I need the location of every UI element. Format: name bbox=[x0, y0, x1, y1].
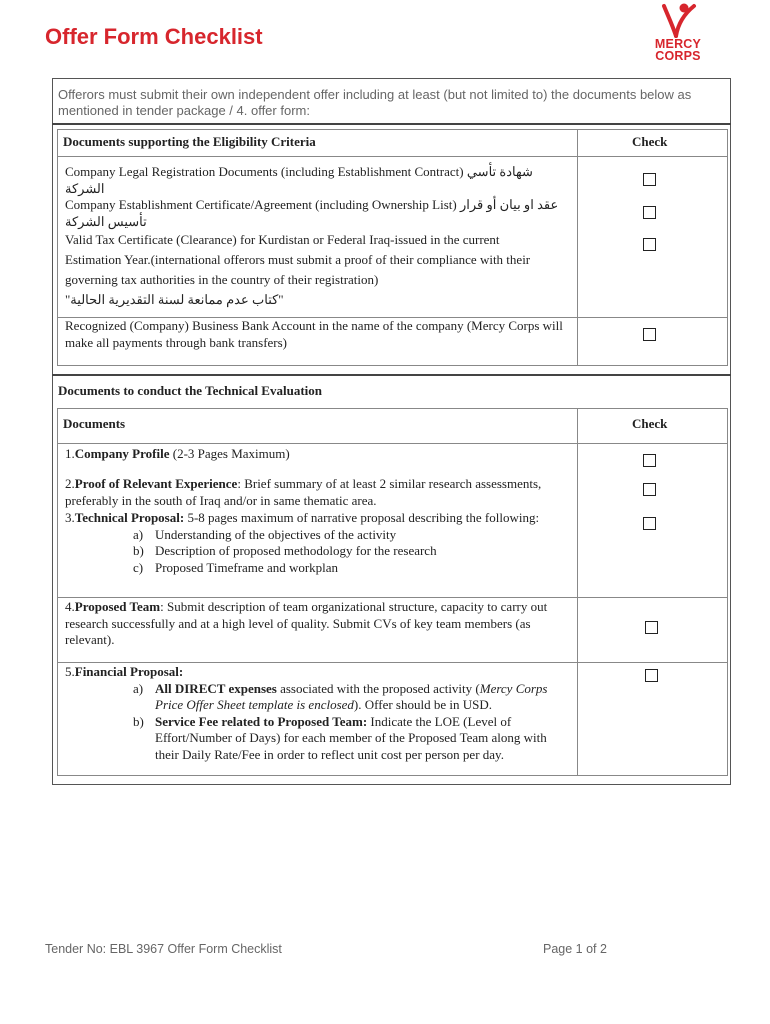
checkbox-financial-proposal[interactable] bbox=[645, 669, 658, 682]
eligibility-check-header: Check bbox=[632, 134, 668, 149]
checkbox-tax-certificate[interactable] bbox=[643, 238, 656, 251]
technical-item-technical-proposal: 3.Technical Proposal: 5-8 pages maximum of narrative proposal describing the following: a) Understanding of the objectives of the activity b) Description of proposed methodology for the research c) Proposed Timeframe and workplan bbox=[65, 510, 577, 576]
checkbox-company-profile[interactable] bbox=[643, 454, 656, 467]
checkbox-establishment-certificate[interactable] bbox=[643, 206, 656, 219]
checkbox-proposed-team[interactable] bbox=[645, 621, 658, 634]
financial-sub-item: a) All DIRECT expenses associated with the proposed activity (Mercy Corps Price Offer Sheet template is enclosed). Offer should be in USD. bbox=[133, 680, 548, 712]
intro-text: Offerors must submit their own independent offer including at least (but not limited to) the documents below as mentioned in tender package / 4. offer form: bbox=[58, 87, 692, 118]
eligibility-item-legal-registration: Company Legal Registration Documents (including Establishment Contract) شهادة تأسي الشركة bbox=[65, 164, 533, 196]
technical-item-financial-proposal: 5.Financial Proposal: a) All DIRECT expenses associated with the proposed activity (Mercy Corps Price Offer Sheet template is enclosed). Offer should be in USD. b) Service Fee related to Proposed Team: Indicate the LOE (Level of Effort/Number of Days) for each member of the Proposed Team along with their Daily Rate/Fee in order to reflect unit cost per person per day. bbox=[65, 664, 570, 763]
section-divider bbox=[52, 374, 731, 376]
technical-item-proposed-team: 4.Proposed Team: Submit description of team organizational structure, capacity to carry out research successfully and at a high level of quality. Submit CVs of key team members (as relevant). bbox=[65, 599, 548, 647]
eligibility-item-bank-account: Recognized (Company) Business Bank Account in the name of the company (Mercy Corps will make all payments through bank transfers) bbox=[65, 318, 563, 350]
eligibility-item-establishment-certificate-arabic: عقد او بيان أو قرار تأسيس الشركة bbox=[65, 197, 559, 229]
page-title: Offer Form Checklist bbox=[45, 24, 263, 49]
intro-divider bbox=[52, 123, 731, 125]
eligibility-header: Documents supporting the Eligibility Criteria bbox=[63, 134, 316, 149]
checkbox-relevant-experience[interactable] bbox=[643, 483, 656, 496]
checkbox-legal-registration[interactable] bbox=[643, 173, 656, 186]
mercy-corps-logo bbox=[640, 2, 716, 68]
eligibility-item-establishment-certificate: Company Establishment Certificate/Agreement (including Ownership List) عقد او بيان أو قرار تأسيس الشركة bbox=[65, 197, 559, 229]
proposal-sub-item: a) Understanding of the objectives of the activity bbox=[133, 526, 397, 542]
technical-check-header: Check bbox=[632, 416, 668, 431]
technical-item-company-profile: 1.Company Profile (2-3 Pages Maximum) bbox=[65, 446, 290, 461]
eligibility-item-legal-registration-arabic: شهادة تأسي الشركة bbox=[65, 164, 533, 196]
footer-page-number: Page 1 of 2 bbox=[543, 942, 607, 956]
checkbox-bank-account[interactable] bbox=[643, 328, 656, 341]
proposal-sub-item: c) Proposed Timeframe and workplan bbox=[133, 559, 339, 575]
eligibility-item-tax-certificate-arabic: "كتاب عدم ممانعة لسنة التقديرية الحالية" bbox=[65, 292, 284, 307]
checkbox-technical-proposal[interactable] bbox=[643, 517, 656, 530]
logo-text-corps: CORPS bbox=[655, 49, 701, 63]
financial-sub-item: b) Service Fee related to Proposed Team: Indicate the LOE (Level of Effort/Number of Days) for each member of the Proposed Team along with their Daily Rate/Fee in order to reflect unit cost per person per day. bbox=[133, 713, 547, 762]
footer-tender-number: Tender No: EBL 3967 Offer Form Checklist bbox=[45, 942, 282, 956]
technical-documents-header: Documents bbox=[63, 416, 126, 431]
logo-text-mercy: MERCY bbox=[654, 37, 702, 51]
technical-section-title: Documents to conduct the Technical Evaluation bbox=[58, 383, 322, 398]
mercy-corps-figure-icon bbox=[654, 2, 702, 38]
proposal-sub-item: b) Description of proposed methodology for the research bbox=[133, 543, 437, 558]
technical-item-relevant-experience: 2.Proof of Relevant Experience: Brief summary of at least 2 similar research assessments, preferably in the south of Iraq and/or in same thematic area. bbox=[65, 476, 542, 508]
eligibility-item-tax-certificate: Valid Tax Certificate (Clearance) for Kurdistan or Federal Iraq-issued in the current Estimation Year.(international offerors must submit a proof of their compliance with their governing tax authorities in the country of their registration) "كتاب عدم ممانعة لسنة التقديرية الحالية" bbox=[65, 232, 531, 307]
